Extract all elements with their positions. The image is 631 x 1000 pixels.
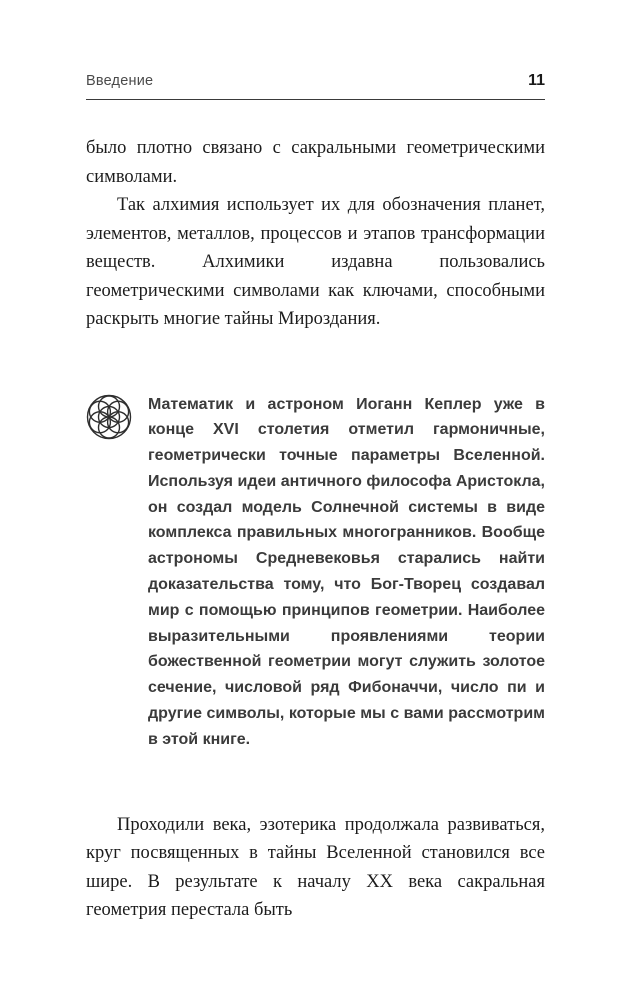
page-number: 11 xyxy=(528,72,545,89)
page-header xyxy=(86,0,545,90)
paragraph-closing: Проходили века, эзотерика продолжала развиваться, круг посвященных в тайны Вселенной становился все шире. В результате к началу XX века сакральная геометрия перестала быть xyxy=(86,814,545,921)
page-body-continued xyxy=(86,811,545,925)
paragraph-continuation: было плотно связано с сакральными геометрическими символами. xyxy=(86,138,545,187)
callout-block xyxy=(86,392,545,753)
header-rule xyxy=(86,99,545,100)
page-body xyxy=(86,134,545,334)
section-title: Введение xyxy=(86,73,154,89)
callout-text: Математик и астроном Иоганн Кеплер уже в конце XVI столетия отметил гармоничные, геометрически точные параметры Вселенной. Используя идеи античного философа Аристокла, он создал модель Солнечной системы в виде комплекса правильных многогранников. Вообще астрономы Средневековья старались найти доказательства тому, что Бог-Творец создавал мир с помощью принципов геометрии. Наиболее выразительными проявлениями теории божественной геометрии могут служить золотое сечение, числовой ряд Фибоначчи, число пи и другие символы, которые мы с вами рассмотрим в этой книге. xyxy=(148,395,545,748)
seed-of-life-icon xyxy=(86,392,148,440)
paragraph-alchemy: Так алхимия использует их для обозначения планет, элементов, металлов, процессов и этапов трансформации веществ. Алхимики издавна пользовались геометрическими символами как ключами, способными раскрыть многие тайны Мироздания. xyxy=(86,195,545,329)
